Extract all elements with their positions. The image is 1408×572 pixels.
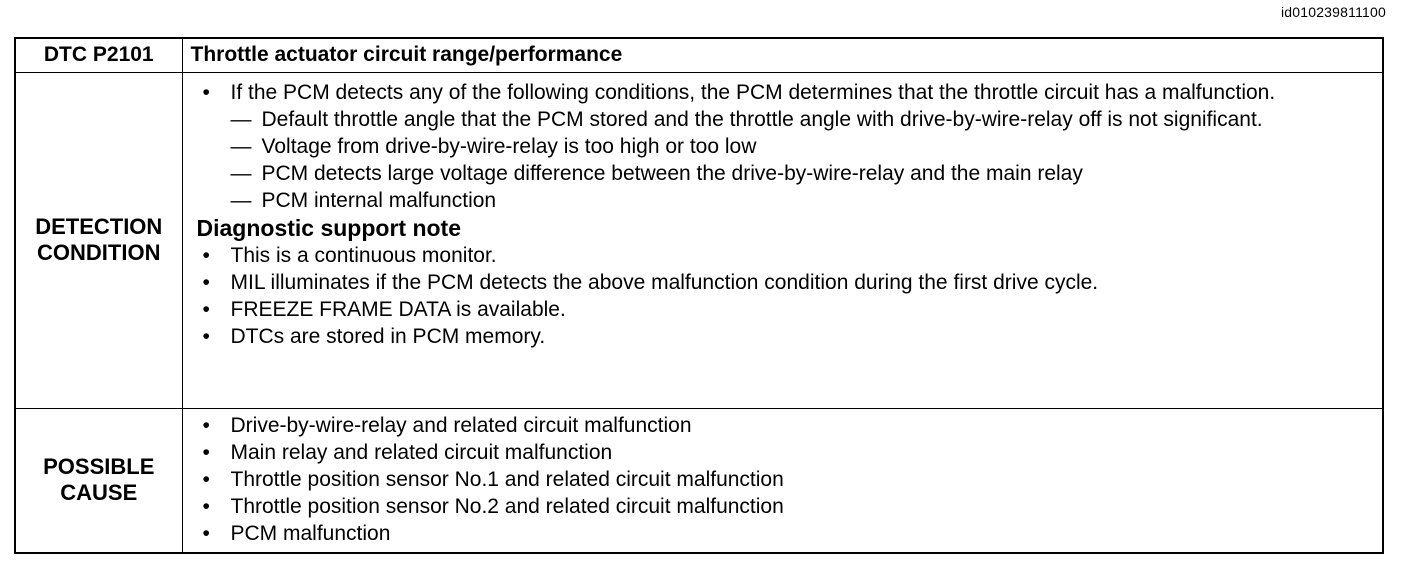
possible-cause-label	[15, 408, 182, 553]
detection-main-text: If the PCM detects any of the following conditions, the PCM determines that the throttle circuit has a malfunction.	[230, 80, 1276, 104]
detection-main-bullet	[197, 79, 1373, 106]
detection-condition-label	[15, 72, 182, 408]
cause-item: • Drive-by-wire-relay and related circuit malfunction	[197, 412, 1373, 439]
document-id: id010239811100	[1280, 4, 1386, 20]
sub-condition-item: — PCM internal malfunction	[231, 187, 1373, 214]
support-note-item: • DTCs are stored in PCM memory.	[197, 323, 1373, 350]
sub-condition-item: — Default throttle angle that the PCM stored and the throttle angle with drive-by-wire-relay off is not significant.	[231, 106, 1373, 133]
dtc-table	[14, 37, 1384, 554]
support-note-item: • This is a continuous monitor.	[197, 242, 1373, 269]
detection-sub-conditions	[197, 106, 1373, 214]
cause-item: • Throttle position sensor No.1 and related circuit malfunction	[197, 466, 1373, 493]
possible-cause-list	[197, 412, 1373, 547]
dtc-header-row	[15, 38, 1383, 72]
detection-condition-content	[182, 72, 1383, 408]
detection-label-line2: CONDITION	[37, 240, 161, 265]
diagnostic-support-heading: Diagnostic support note	[196, 214, 461, 241]
cause-label-line1: POSSIBLE	[43, 454, 155, 480]
dtc-title: Throttle actuator circuit range/performance	[182, 38, 1383, 72]
cause-item: • PCM malfunction	[197, 520, 1373, 547]
cause-label-line2: CAUSE	[60, 480, 138, 506]
dtc-code-label: DTC P2101	[15, 38, 182, 72]
detection-condition-row	[15, 72, 1383, 408]
detection-main-list	[197, 79, 1373, 106]
detection-label-line1: DETECTION	[35, 214, 163, 239]
possible-cause-content	[182, 408, 1383, 553]
support-notes-list	[197, 242, 1373, 350]
support-note-item: • MIL illuminates if the PCM detects the above malfunction condition during the first drive cycle.	[197, 269, 1373, 296]
cause-item: • Main relay and related circuit malfunction	[197, 439, 1373, 466]
possible-cause-row	[15, 408, 1383, 553]
support-note-item: • FREEZE FRAME DATA is available.	[197, 296, 1373, 323]
sub-condition-item: — PCM detects large voltage difference between the drive-by-wire-relay and the main relay	[231, 160, 1373, 187]
sub-condition-item: — Voltage from drive-by-wire-relay is too high or too low	[231, 133, 1373, 160]
cause-item: • Throttle position sensor No.2 and related circuit malfunction	[197, 493, 1373, 520]
